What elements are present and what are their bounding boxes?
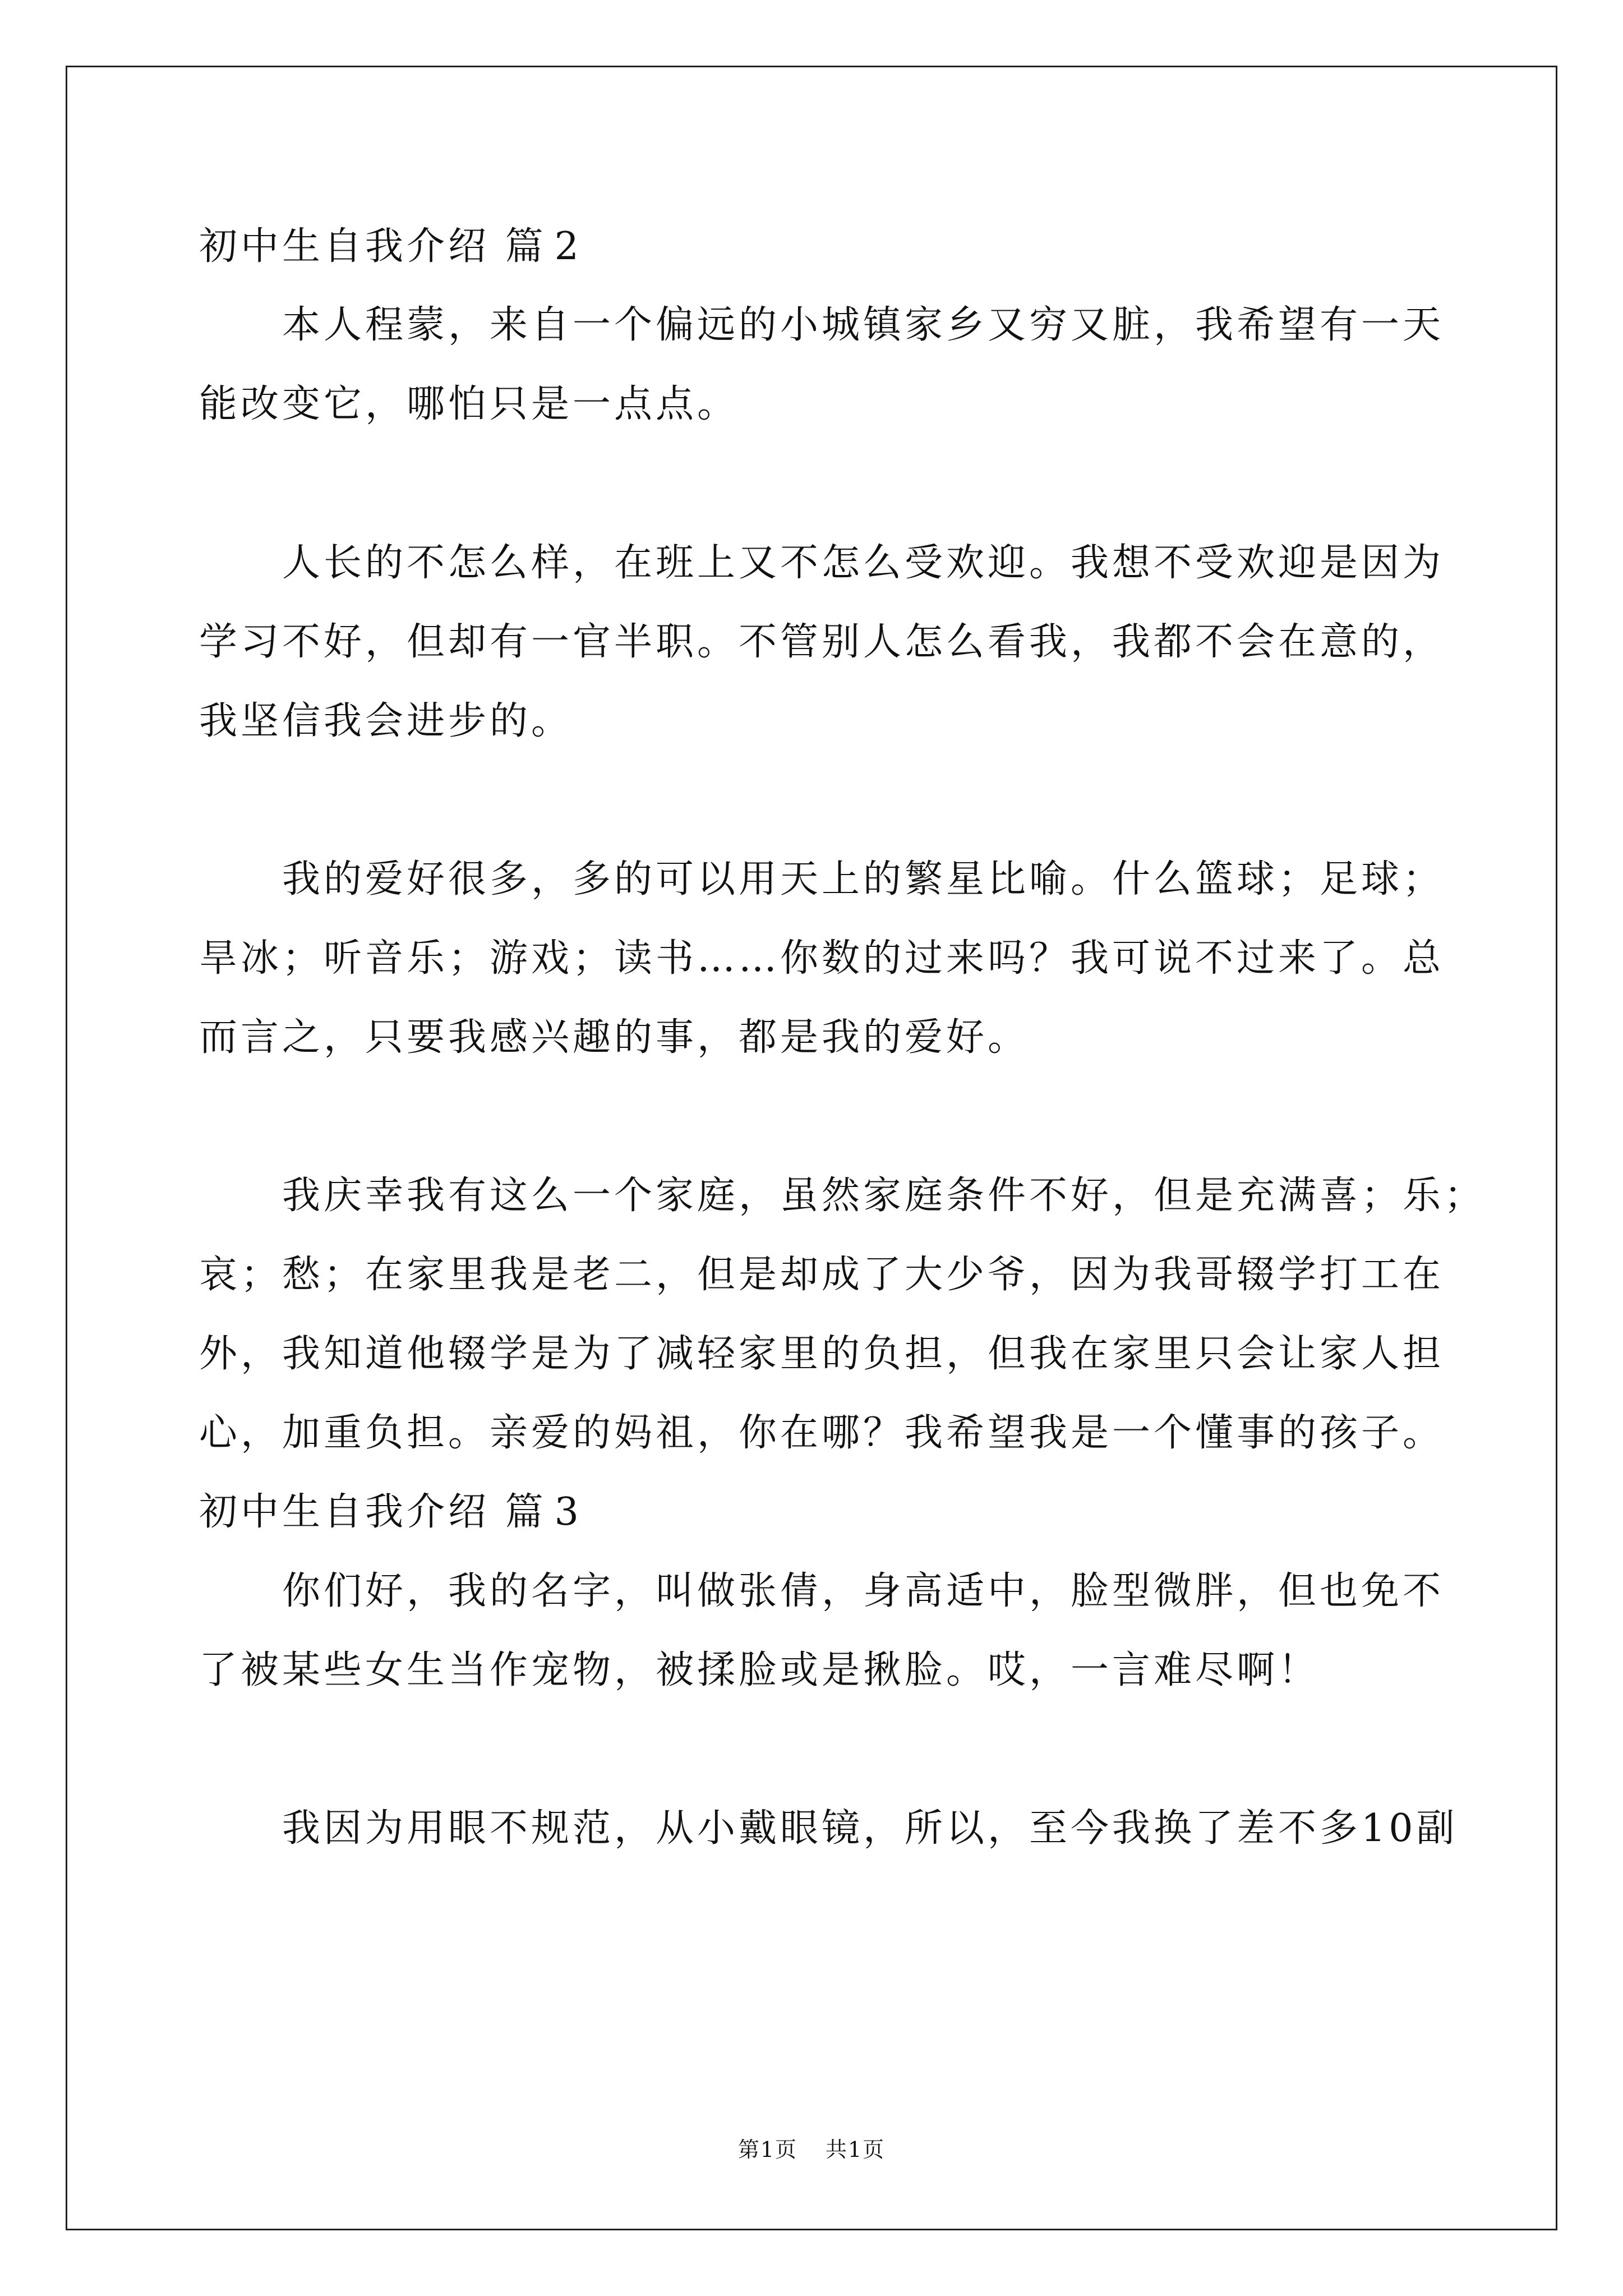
heading-text: 初中生自我介绍 篇 [199, 224, 547, 269]
paragraph-line: 而言之，只要我感兴趣的事，都是我的爱好。 [199, 1015, 1030, 1060]
section-heading-3 [199, 1487, 582, 1538]
heading-text: 初中生自我介绍 篇 [199, 1490, 547, 1534]
paragraph-line: 我庆幸我有这么一个家庭，虽然家庭条件不好，但是充满喜；乐； [282, 1174, 1486, 1218]
paragraph-line: 外，我知道他辍学是为了减轻家里的负担，但我在家里只会让家人担 [199, 1332, 1445, 1376]
page-number: 第1页 [737, 2137, 797, 2162]
paragraph-line: 心，加重负担。亲爱的妈祖，你在哪？我希望我是一个懂事的孩子。 [199, 1411, 1445, 1455]
paragraph-line: 能改变它，哪怕只是一点点。 [199, 382, 739, 426]
paragraph-line: 你们好，我的名字，叫做张倩，身高适中，脸型微胖，但也免不 [282, 1569, 1445, 1613]
paragraph-line: 旱冰；听音乐；游戏；读书……你数的过来吗？我可说不过来了。总 [199, 936, 1445, 981]
paragraph-line: 哀；愁；在家里我是老二，但是却成了大少爷，因为我哥辍学打工在 [199, 1253, 1445, 1297]
heading-number: 3 [554, 1490, 582, 1534]
paragraph-line: 学习不好，但却有一官半职。不管别人怎么看我，我都不会在意的， [199, 620, 1445, 664]
page-total: 共1页 [826, 2137, 886, 2162]
paragraph-line: 人长的不怎么样，在班上又不怎么受欢迎。我想不受欢迎是因为 [282, 541, 1445, 585]
paragraph-line: 我因为用眼不规范，从小戴眼镜，所以，至今我换了差不多10副 [282, 1806, 1458, 1851]
paragraph-line: 了被某些女生当作宠物，被揉脸或是揪脸。哎，一言难尽啊！ [199, 1648, 1320, 1692]
section-heading-2 [199, 222, 582, 272]
paragraph-line: 我坚信我会进步的。 [199, 699, 573, 743]
paragraph-line: 本人程蒙，来自一个偏远的小城镇家乡又穷又脏，我希望有一天 [282, 303, 1445, 347]
paragraph-line: 我的爱好很多，多的可以用天上的繁星比喻。什么篮球；足球； [282, 857, 1445, 901]
page-footer [0, 2136, 1623, 2163]
heading-number: 2 [554, 224, 582, 269]
